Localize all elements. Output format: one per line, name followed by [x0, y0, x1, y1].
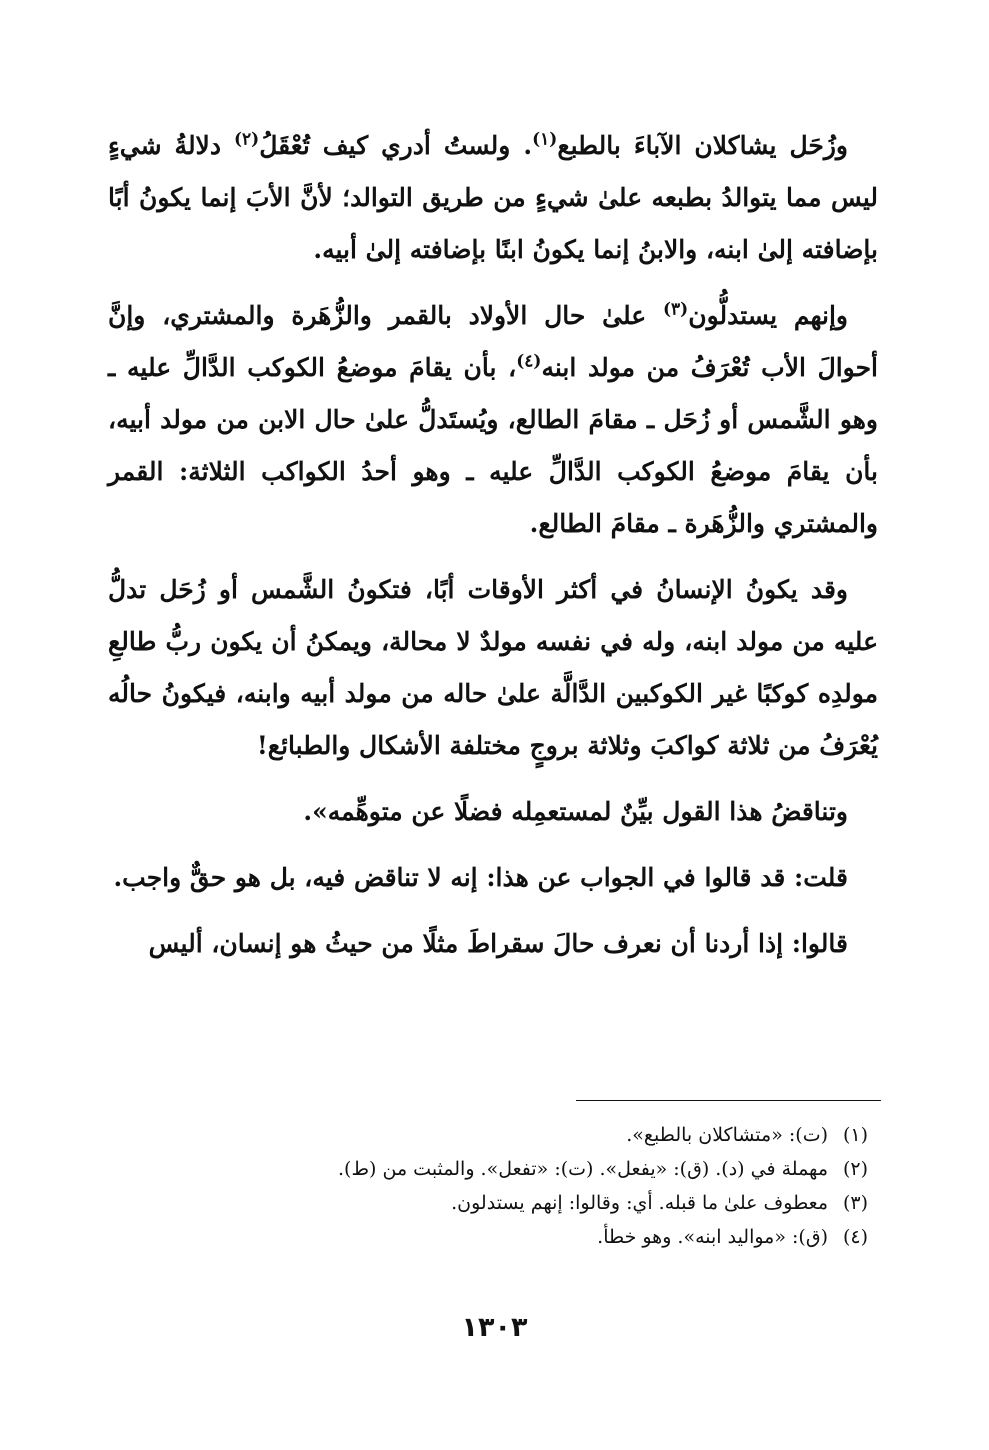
footnote-text: (ت): «متشاكلان بالطبع». [626, 1124, 828, 1146]
footnote-1 [108, 1118, 878, 1152]
footnote-text: معطوف علىٰ ما قبله. أي: وقالوا: إنهم يستدلون. [451, 1192, 828, 1214]
paragraph-4 [108, 786, 878, 838]
footnote-marker-1[interactable]: (١) [532, 129, 558, 150]
paragraph-3 [108, 564, 878, 772]
paragraph-1 [108, 120, 878, 276]
footnote-text: (ق): «مواليد ابنه». وهو خطأ. [597, 1226, 828, 1248]
text-segment: وتناقضُ هذا القول بيِّنٌ لمستعمِله فضلًا عن متوهِّمه». [303, 797, 848, 826]
page-number: ١٣٠٣ [461, 1312, 528, 1343]
text-segment: . ولستُ أدري كيف تُعْقَلُ [259, 131, 533, 160]
footnote-number: (٢) [842, 1158, 868, 1180]
footnote-3 [108, 1186, 878, 1220]
paragraph-5 [108, 852, 878, 904]
footnote-number: (٣) [842, 1192, 868, 1214]
footnote-marker-4[interactable]: (٤) [516, 351, 542, 372]
footnote-number: (١) [842, 1124, 868, 1146]
text-segment: قالوا: إذا أردنا أن نعرف حالَ سقراطَ مثلًا من حيثُ هو إنسان، أليس [148, 929, 848, 958]
text-segment: دلالةُ شيءٍ ليس مما يتوالدُ بطبعه علىٰ شيءٍ من طريق التوالد؛ لأنَّ الأبَ إنما يكونُ أبًا بإضافته إلىٰ ابنه، والابنُ إنما يكونُ ابنًا بإضافته إلىٰ أبيه. [108, 131, 878, 264]
text-segment: وزُحَل يشاكلان الآباءَ بالطبع [557, 131, 848, 160]
text-segment: وإنهم يستدلُّون [688, 301, 848, 330]
footnote-divider [576, 1100, 881, 1101]
footnote-number: (٤) [842, 1226, 868, 1248]
footnote-text: مهملة في (د). (ق): «يفعل». (ت): «تفعل». والمثبت من (ط). [338, 1158, 828, 1180]
text-segment: وقد يكونُ الإنسانُ في أكثر الأوقات أبًا، فتكونُ الشَّمس أو زُحَل تدلُّ عليه من مولد ابنه، وله في نفسه مولدٌ لا محالة، ويمكنُ أن يكون ربُّ طالعِ مولدِه كوكبًا غير الكوكبين الدَّالَّة علىٰ حاله من مولد أبيه وابنه، فيكونُ حالُه يُعْرَفُ من ثلاثة كواكبَ وثلاثة بروجٍ مختلفة الأشكال والطبائع! [108, 575, 878, 760]
text-segment: ، بأن يقامَ موضعُ الكوكب الدَّالِّ عليه ـ وهو الشَّمس أو زُحَل ـ مقامَ الطالع، ويُستَدلُّ علىٰ حال الابن من مولد أبيه، بأن يقامَ موضعُ الكوكب الدَّالِّ عليه ـ وهو أحدُ الكواكب الثلاثة: القمر والمشتري والزُّهَرة ـ مقامَ الطالع. [108, 353, 878, 538]
main-text [108, 120, 878, 984]
text-segment: قلت: قد قالوا في الجواب عن هذا: إنه لا تناقض فيه، بل هو حقٌّ واجب. [113, 863, 848, 892]
footnote-marker-3[interactable]: (٣) [662, 299, 689, 320]
footnote-2 [108, 1152, 878, 1186]
footnote-4 [108, 1220, 878, 1254]
paragraph-6 [108, 918, 878, 970]
paragraph-2 [108, 290, 878, 550]
footnotes [108, 1118, 878, 1254]
text-segment: علىٰ حال الأولاد بالقمر والزُّهَرة والمشتري، وإنَّ أحوالَ الأب تُعْرَفُ من مولد ابنه [108, 301, 878, 382]
footnote-marker-2[interactable]: (٢) [233, 129, 260, 150]
